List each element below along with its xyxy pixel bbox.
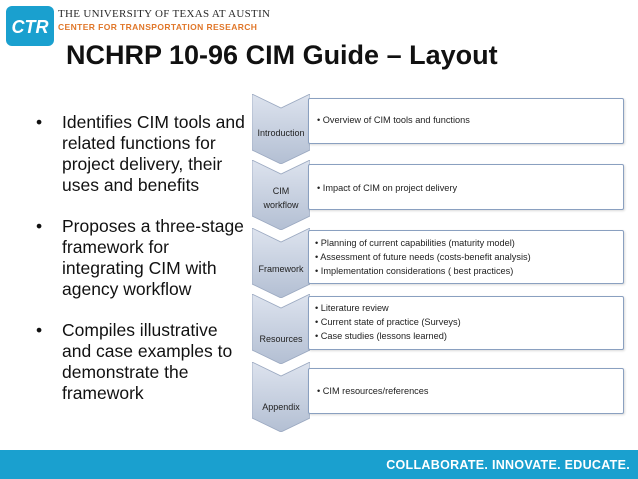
chevron-shape <box>252 294 310 364</box>
stage-detail-item: • Assessment of future needs (costs-benefit analysis) <box>315 250 623 264</box>
bullet-item: • Proposes a three-stage framework for integrating CIM with agency workflow <box>34 216 249 300</box>
stage-detail-item: • Overview of CIM tools and functions <box>317 113 623 127</box>
bullet-item: • Compiles illustrative and case examples to demonstrate the framework <box>34 320 249 404</box>
stage-introduction <box>252 94 624 164</box>
stage-details-box <box>308 164 624 210</box>
stage-resources <box>252 294 624 364</box>
stage-details-box <box>308 230 624 284</box>
stage-label: Appendix <box>262 402 300 412</box>
slide-title: NCHRP 10-96 CIM Guide – Layout <box>66 40 498 70</box>
stage-cim-workflow <box>252 160 624 230</box>
stage-label: Framework <box>258 264 304 274</box>
stage-detail-item: • Current state of practice (Surveys) <box>315 315 623 329</box>
center-name: CENTER FOR TRANSPORTATION RESEARCH <box>58 22 258 32</box>
chevron-shape <box>252 362 310 432</box>
stage-details-box <box>308 296 624 350</box>
stage-detail-item: • Literature review <box>315 301 623 315</box>
bullet-list <box>34 112 249 424</box>
ctr-logo-icon <box>6 6 54 46</box>
stage-appendix <box>252 362 624 432</box>
stage-detail-item: • Planning of current capabilities (maturity model) <box>315 236 623 250</box>
stage-details-box <box>308 98 624 144</box>
bullet-item: • Identifies CIM tools and related functions for project delivery, their uses and benefits <box>34 112 249 196</box>
stage-framework <box>252 228 624 298</box>
footer-tagline: COLLABORATE. INNOVATE. EDUCATE. <box>386 458 630 472</box>
university-name: THE UNIVERSITY OF TEXAS AT AUSTIN <box>58 8 271 20</box>
stage-detail-item: • Impact of CIM on project delivery <box>317 181 623 195</box>
stage-detail-item: • CIM resources/references <box>317 384 623 398</box>
stage-label: CIM workflow <box>263 186 299 210</box>
stage-label: Introduction <box>257 128 305 138</box>
stage-details-box <box>308 368 624 414</box>
stage-label: Resources <box>259 334 303 344</box>
logo-text: CTR <box>11 17 49 37</box>
footer-bar <box>0 450 638 479</box>
stage-detail-item: • Case studies (lessons learned) <box>315 329 623 343</box>
stage-detail-item: • Implementation considerations ( best practices) <box>315 264 623 278</box>
